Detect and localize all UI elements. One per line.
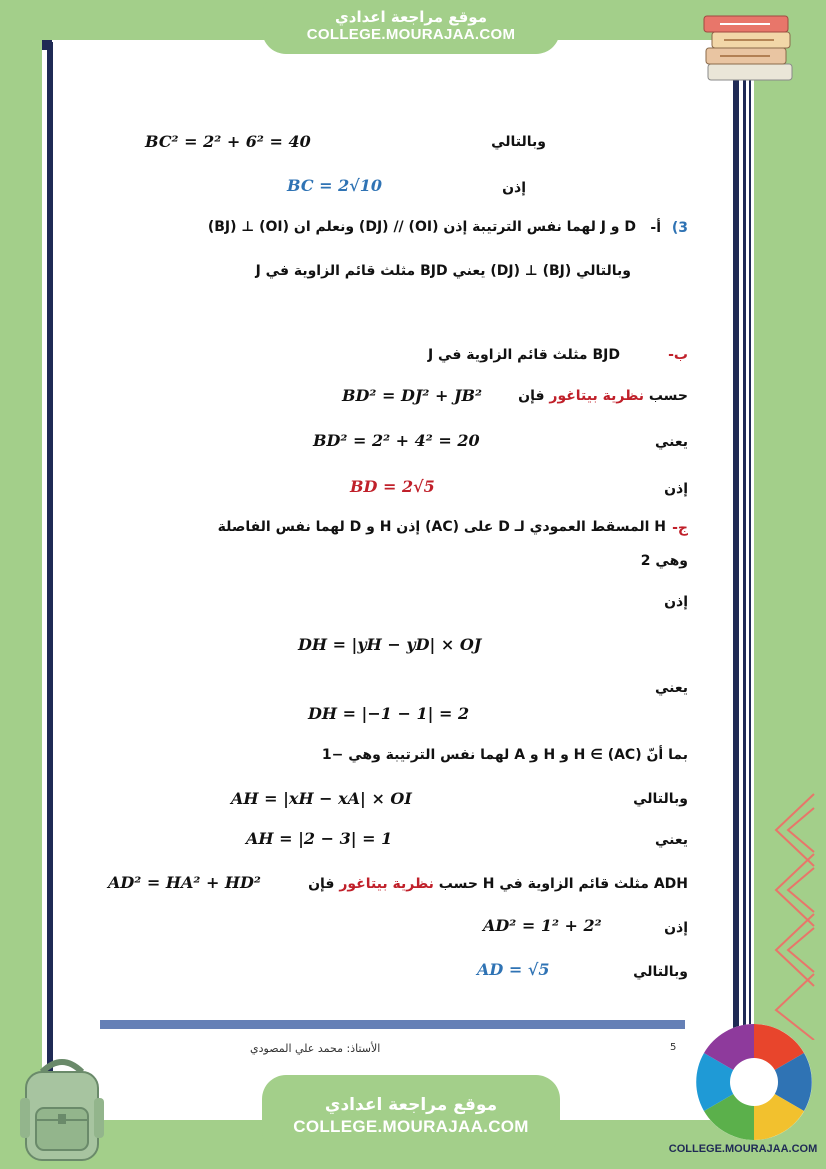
footer-author: الأستاذ: محمد علي المصودي bbox=[250, 1042, 381, 1055]
logo-url: COLLEGE.MOURAJAA.COM bbox=[668, 1143, 818, 1155]
corner-mark-icon bbox=[42, 40, 52, 50]
math-expression: AH = |xH − xA| × OI bbox=[231, 789, 412, 808]
item-letter: أ- bbox=[650, 220, 661, 236]
site-banner-bottom[interactable] bbox=[262, 1075, 560, 1155]
line-text: إذن bbox=[664, 481, 688, 497]
line-text: يعني bbox=[654, 434, 688, 450]
page-number: 5 bbox=[670, 1042, 677, 1053]
line-text: بما أنّ H ∈ (AC) و H و A لهما نفس الترتيبة وهي −1 bbox=[321, 747, 688, 763]
line-text: إذن bbox=[664, 594, 688, 610]
site-name-arabic: موقع مراجعة اعدادي bbox=[335, 8, 487, 26]
item-letter: ب- bbox=[668, 347, 688, 363]
document-page bbox=[42, 40, 754, 1120]
math-expression: DH = |yH − yD| × OJ bbox=[298, 635, 482, 654]
page-frame-left bbox=[47, 42, 53, 1116]
math-expression: BC² = 2² + 6² = 40 bbox=[145, 132, 311, 151]
line-text: D و J لهما نفس الترتيبة إذن (OI) // (DJ) ونعلم ان (OI) ⊥ (BJ) bbox=[207, 219, 636, 235]
math-expression: BD² = DJ² + JB² bbox=[342, 386, 483, 405]
math-expression: AD = √5 bbox=[477, 960, 550, 979]
site-banner-top[interactable] bbox=[262, 0, 560, 54]
line-text: وبالتالي bbox=[491, 134, 546, 150]
math-expression: BD² = 2² + 4² = 20 bbox=[313, 431, 480, 450]
chevron-decoration-icon bbox=[734, 790, 820, 1040]
line-text: يعني bbox=[654, 832, 688, 848]
line-text: وبالتالي (BJ) ⊥ (DJ) يعني BJD مثلث قائم الزاوية في J bbox=[255, 263, 631, 279]
site-logo-icon[interactable] bbox=[694, 1022, 814, 1142]
line-text: BJD مثلث قائم الزاوية في J bbox=[427, 347, 620, 363]
books-icon bbox=[700, 12, 800, 92]
line-text: ADH مثلث قائم الزاوية في H حسب نظرية بيتاغور فإن bbox=[308, 876, 688, 892]
item-number: 3) bbox=[671, 220, 688, 236]
line-text: وبالتالي bbox=[633, 964, 688, 980]
backpack-icon bbox=[12, 1052, 112, 1164]
site-url: COLLEGE.MOURAJAA.COM bbox=[306, 26, 516, 43]
line-text: وبالتالي bbox=[633, 791, 688, 807]
line-text: يعني bbox=[654, 680, 688, 696]
math-expression: DH = |−1 − 1| = 2 bbox=[308, 704, 470, 723]
footer-divider bbox=[100, 1020, 685, 1029]
item-letter: ج- bbox=[672, 520, 688, 536]
line-text: إذن bbox=[502, 180, 526, 196]
line-text: H المسقط العمودي لـ D على (AC) إذن H و D لهما نفس الفاصلة bbox=[217, 519, 666, 535]
line-text: إذن bbox=[664, 920, 688, 936]
site-url: COLLEGE.MOURAJAA.COM bbox=[293, 1117, 529, 1136]
math-expression: BD = 2√5 bbox=[350, 477, 435, 496]
math-expression: AD² = 1² + 2² bbox=[483, 916, 602, 935]
math-expression: AD² = HA² + HD² bbox=[108, 873, 261, 892]
line-text: وهي 2 bbox=[640, 553, 688, 569]
site-name-arabic: موقع مراجعة اعدادي bbox=[324, 1095, 498, 1115]
math-expression: AH = |2 − 3| = 1 bbox=[246, 829, 393, 848]
line-text: حسب نظرية بيتاغور فإن bbox=[518, 388, 688, 404]
math-expression: BC = 2√10 bbox=[287, 176, 383, 195]
